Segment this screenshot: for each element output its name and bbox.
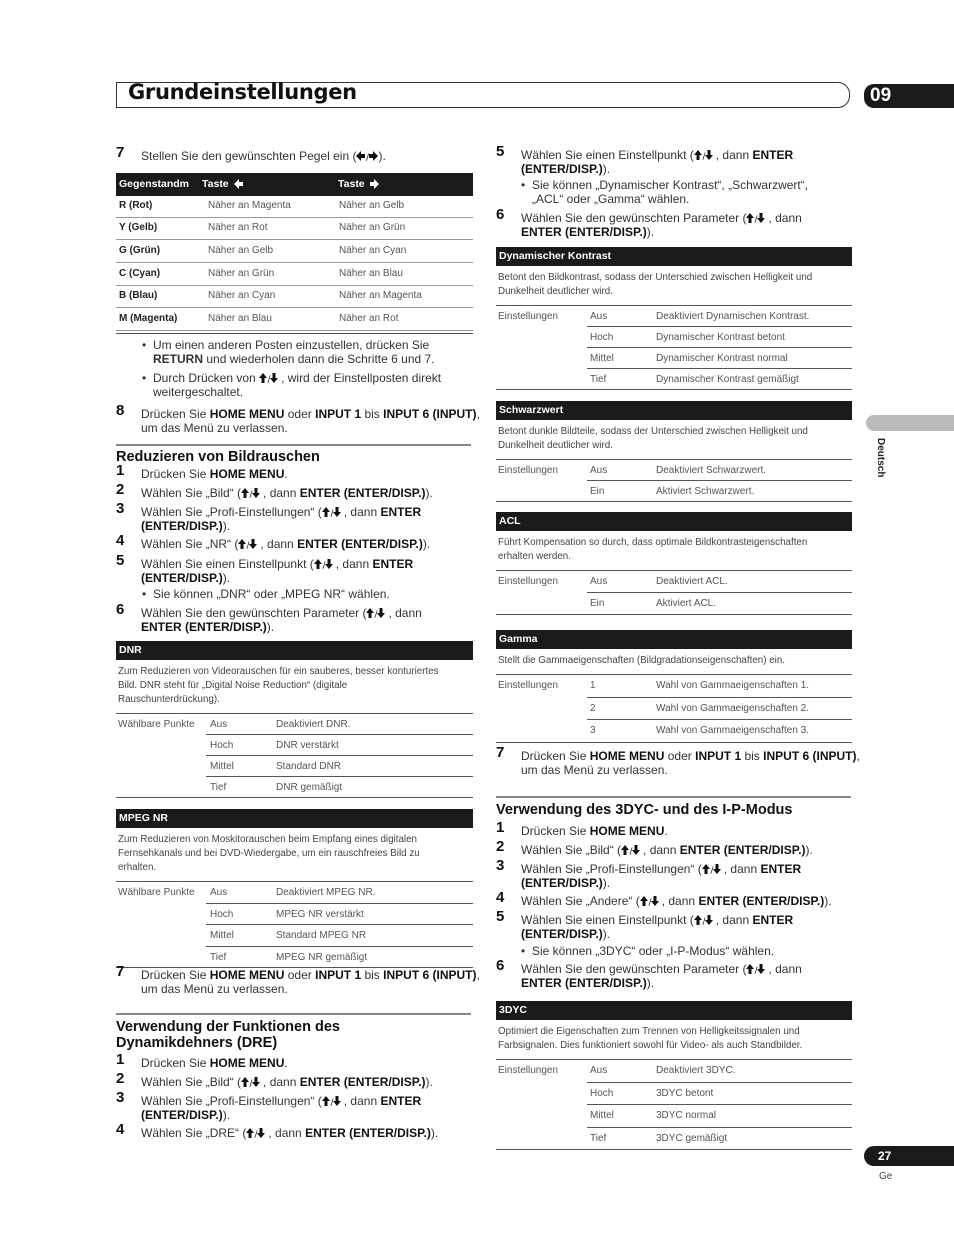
step-fragment: Drücken Sie [141,1056,207,1070]
up-down-arrow-icon [640,896,662,906]
step-fragment: HOME MENU [209,1056,285,1070]
step-fragment: , dann [343,505,378,519]
step-fragment: (ENTER/DISP.) [141,1108,223,1122]
row-divider [116,262,473,263]
up-down-arrow-icon [694,915,716,925]
option-name: Aus [210,887,228,898]
up-down-arrow-icon [702,864,724,874]
step-number: 3 [496,857,505,874]
up-down-arrow-icon [241,1077,263,1087]
table-description: Bild. DNR steht für „Digital Noise Reduction“ (digitale [118,680,348,691]
row-divider [496,742,852,743]
step-fragment: (ENTER/DISP.) [521,876,603,890]
color-left-value: Näher an Magenta [208,200,291,211]
row-divider [587,697,852,698]
option-description: Deaktiviert Dynamischen Kontrast. [656,311,810,322]
step-fragment: . [664,824,668,838]
row-divider [116,307,473,308]
option-description: DNR gemäßigt [276,782,343,793]
row-divider [496,1149,852,1150]
table-label: Wählbare Punkte [118,887,195,898]
option-description: Wahl von Gammaeigenschaften 1. [656,680,810,691]
step-fragment: . [284,1056,288,1070]
option-description: Wahl von Gammaeigenschaften 3. [656,725,810,736]
step-text [521,843,861,857]
option-name: Aus [590,311,608,322]
bullet-options: • Sie können „Dynamischer Kontrast“, „Schwarzwert“, „ACL“ oder „Gamma“ wählen. [532,178,852,206]
step-fragment: Wählen Sie einen Einstellpunkt ( [521,148,694,162]
step-number: 2 [496,838,505,855]
table-bottom-rule [116,333,473,334]
step-number: 4 [116,1121,125,1138]
table-label: Einstellungen [498,680,559,691]
left-arrow-icon [234,179,244,189]
step-number: 1 [496,819,505,836]
step-text [141,505,481,533]
step-fragment: ). [222,1108,231,1122]
step-fragment: ENTER [380,505,422,519]
step-text [141,1094,481,1122]
option-description: 3DYC normal [656,1110,717,1121]
table-title: 3DYC [499,1004,528,1016]
step-number: 6 [116,601,125,618]
step-fragment: , dann [661,894,696,908]
step-text [521,148,861,176]
option-description: Aktiviert ACL. [656,598,717,609]
step-fragment: ENTER (ENTER/DISP.) [679,843,806,857]
step-fragment: ENTER (ENTER/DISP.) [698,894,825,908]
color-name: G (Grün) [119,245,161,256]
option-name: Aus [590,576,608,587]
step-fragment: ENTER [752,148,794,162]
step-fragment: Wählen Sie „Profi-Einstellungen“ ( [521,862,702,876]
step-text [141,1075,481,1089]
table-title: Schwarzwert [499,404,564,416]
step-number: 3 [116,500,125,517]
step-fragment: Wählen Sie den gewünschten Parameter ( [521,962,747,976]
step-fragment: , dann [388,606,422,620]
option-description: Deaktiviert Schwarzwert. [656,465,767,476]
step-fragment: , dann [335,557,370,571]
option-description: Aktiviert Schwarzwert. [656,486,755,497]
color-right-value: Näher an Grün [339,222,406,233]
step-fragment: , dann [263,486,297,500]
up-down-arrow-icon [241,488,263,498]
step-text [521,211,861,239]
option-name: Tief [590,374,607,385]
row-divider [116,285,473,286]
color-name: M (Magenta) [119,313,178,324]
step-fragment: , dann [343,1094,378,1108]
option-description: Dynamischer Kontrast gemäßigt [656,374,799,385]
table-title: Dynamischer Kontrast [499,250,612,262]
up-down-arrow-icon [746,964,768,974]
step-fragment: Wählen Sie „Bild“ ( [141,486,242,500]
dk-table-header [496,247,852,266]
table-label: Einstellungen [498,576,559,587]
table-title: Gamma [499,633,538,645]
color-name: R (Rot) [119,200,153,211]
up-down-arrow-icon [746,213,768,223]
section-divider [116,444,471,446]
step-fragment: , dann [263,1075,297,1089]
option-name: 1 [590,680,596,691]
option-name: Hoch [590,1087,614,1099]
step-number: 1 [116,1051,125,1068]
step-number: 4 [116,532,125,549]
table-title: DNR [119,644,142,656]
step-fragment: ). [646,225,655,239]
step-fragment: ). [222,571,231,585]
table-rule [496,459,852,460]
option-description: Wahl von Gammaeigenschaften 2. [656,702,810,714]
step-number: 6 [496,957,505,974]
step-fragment: ). [646,976,655,990]
option-name: Mittel [590,1110,614,1121]
table-title: ACL [499,515,521,527]
option-description: MPEG NR verstärkt [276,908,364,920]
step-fragment: ENTER (ENTER/DISP.) [299,1075,426,1089]
option-description: Standard DNR [276,761,342,772]
row-divider [206,924,473,925]
row-divider [116,797,473,798]
color-left-value: Näher an Grün [208,268,275,279]
table-description: Zum Reduzieren von Moskitorauschen beim Empfang eines digitalen [118,834,417,845]
table-description: Betont dunkle Bildteile, sodass der Unterschied zwischen Helligkeit und [498,426,808,437]
step-number: 5 [116,552,125,569]
step-fragment: Wählen Sie „Profi-Einstellungen“ ( [141,1094,322,1108]
step-number: 6 [496,206,505,223]
step-fragment: Drücken Sie [141,467,207,481]
option-name: Ein [590,486,605,497]
step-fragment: (ENTER/DISP.) [141,519,223,533]
side-tab [866,415,954,431]
option-description: Deaktiviert MPEG NR. [276,887,376,898]
table-description: Optimiert die Eigenschaften zum Trennen von Helligkeitssignalen und [498,1026,800,1037]
option-name: Tief [210,951,227,963]
table-description: Farbsignalen. Dies funktioniert sowohl für Video- als auch Standbilder. [498,1040,803,1051]
table-description: erhalten. [118,862,157,873]
step-number: 4 [496,889,505,906]
up-down-arrow-icon [322,507,344,517]
step-fragment: Wählen Sie den gewünschten Parameter ( [521,211,747,225]
option-name: Ein [590,598,605,609]
table-rule [496,305,852,306]
table-rule [496,570,852,571]
color-name: C (Cyan) [119,268,161,279]
step-fragment: (ENTER/DISP.) [521,927,603,941]
step-text [141,606,481,634]
row-divider [587,592,852,593]
step-fragment: ). [805,843,813,857]
option-name: Mittel [210,761,234,772]
row-divider [587,719,852,720]
step-fragment: Wählen Sie den gewünschten Parameter ( [141,606,367,620]
step-fragment: Wählen Sie „Bild“ ( [141,1075,242,1089]
step-text [521,862,861,890]
step-fragment: ). [425,1075,433,1089]
step-text [521,962,861,990]
step-fragment: ). [602,876,611,890]
step-text [141,1126,481,1140]
bullet-3dyc: • Sie können „3DYC“ oder „I-P-Modus“ wählen. [532,944,852,958]
color-right-value: Näher an Magenta [339,290,422,301]
option-name: Aus [590,465,608,476]
option-name: Hoch [590,332,614,343]
color-right-value: Näher an Gelb [339,200,405,211]
row-divider [206,755,473,756]
row-divider [587,1104,852,1105]
option-name: Tief [210,782,227,793]
option-description: 3DYC betont [656,1087,714,1099]
step-fragment: Wählen Sie „Profi-Einstellungen“ ( [141,505,322,519]
step-fragment: ENTER [752,913,794,927]
option-name: 2 [590,702,596,714]
section-divider [496,796,851,798]
option-description: 3DYC gemäßigt [656,1132,728,1144]
color-right-value: Näher an Blau [339,268,403,279]
step-number: 5 [496,143,505,160]
yc-table-header [496,1001,852,1020]
table-rule [116,881,473,882]
chapter-badge: 09 [864,84,954,108]
row-divider [116,239,473,240]
row-divider [587,368,852,369]
table-label: Einstellungen [498,465,559,476]
table-description: Zum Reduzieren von Videorauschen für ein sauberes, besser konturiertes [118,666,439,677]
option-name: Hoch [210,740,234,751]
row-divider [587,480,852,481]
up-down-arrow-icon [314,559,336,569]
step-fragment: ENTER (ENTER/DISP.) [299,486,426,500]
step-fragment: Wählen Sie einen Einstellpunkt ( [141,557,314,571]
row-divider [116,217,473,218]
step-fragment: ENTER [380,1094,422,1108]
step-fragment: ). [602,162,611,176]
row-divider [587,347,852,348]
table-description: Stellt die Gammaeigenschaften (Bildgradationseigenschaften) ein. [498,655,785,666]
option-description: Deaktiviert 3DYC. [656,1065,736,1076]
option-name: Aus [590,1065,608,1076]
color-left-value: Näher an Cyan [208,290,276,301]
step-fragment: , dann [768,962,802,976]
table-description: Betont den Bildkontrast, sodass der Unterschied zwischen Helligkeit und [498,272,813,283]
step-fragment: , dann [643,843,677,857]
step-fragment: ). [425,486,433,500]
row-divider [496,614,852,615]
bullet-dnr-mpeg: • Sie können „DNR“ oder „MPEG NR“ wählen. [153,587,473,601]
option-description: Standard MPEG NR [276,930,367,941]
table-description: Dunkelheit deutlicher wird. [498,440,613,451]
step-text [141,1056,481,1070]
step-fragment: Drücken Sie [521,824,587,838]
step-text [141,537,481,551]
sw-table-header [496,401,852,420]
step-fragment: . [284,467,288,481]
step-fragment: , dann [715,148,750,162]
step-number: 2 [116,481,125,498]
color-left-value: Näher an Blau [208,313,272,324]
bullet-return: • Um einen anderen Posten einzustellen, drücken Sie RETURN und wiederholen dann die Schritte 6 und 7. [153,338,473,366]
row-divider [206,776,473,777]
step-fragment: Wählen Sie „Bild“ ( [521,843,622,857]
option-name: Tief [590,1132,607,1144]
step-fragment: ). [602,927,611,941]
option-name: Hoch [210,908,234,920]
up-down-arrow-icon [238,539,260,549]
step-fragment: , dann [723,862,758,876]
step-number: 5 [496,908,505,925]
step-text [521,913,861,941]
option-description: Deaktiviert ACL. [656,576,728,587]
step-fragment: ENTER (ENTER/DISP.) [297,537,423,551]
section-heading-noise: Reduzieren von Bildrauschen [116,449,320,465]
step-fragment: ). [222,519,231,533]
row-divider [206,903,473,904]
option-description: Deaktiviert DNR. [276,719,351,730]
step-fragment: ENTER (ENTER/DISP.) [521,225,647,239]
up-down-arrow-icon [322,1096,344,1106]
step-fragment: (ENTER/DISP.) [141,571,223,585]
option-description: DNR verstärkt [276,740,339,751]
acl-table-header [496,512,852,531]
section-heading-dre: Verwendung der Funktionen des Dynamikdehners (DRE) [116,1019,340,1051]
row-divider [587,1127,852,1128]
step-fragment: Wählen Sie „Andere“ ( [521,894,640,908]
table-label: Wählbare Punkte [118,719,195,730]
color-right-value: Näher an Cyan [339,245,407,256]
step-text [521,824,861,838]
step-number: 2 [116,1070,125,1087]
gamma-table-header [496,630,852,649]
row-divider [587,326,852,327]
step-fragment: ). [430,1126,439,1140]
step-fragment: ENTER (ENTER/DISP.) [305,1126,431,1140]
dnr-table-header [116,641,473,660]
table-rule [496,1059,852,1060]
up-down-arrow-icon [366,608,388,618]
step-text [521,894,861,908]
table-title: MPEG NR [119,812,169,824]
step-fragment: Wählen Sie „DRE“ ( [141,1126,247,1140]
option-name: Mittel [590,353,614,364]
step-fragment: ENTER [372,557,414,571]
step-fragment: , dann [715,913,750,927]
table-description: Rauschunterdrückung). [118,694,220,705]
table-description: Dunkelheit deutlicher wird. [498,286,613,297]
step-fragment: HOME MENU [589,824,665,838]
step-fragment: Wählen Sie einen Einstellpunkt ( [521,913,694,927]
language-code: Ge [879,1171,893,1182]
step-fragment: ENTER (ENTER/DISP.) [521,976,647,990]
row-divider [116,330,473,331]
left-right-arrow-icon [356,151,378,161]
color-left-value: Näher an Rot [208,222,268,233]
bullet-direct: • Durch Drücken von , wird der Einstellposten direkt weitergeschaltet. [153,371,473,399]
table-rule [116,713,473,714]
step-fragment: ). [824,894,832,908]
option-name: 3 [590,725,596,736]
row-divider [587,1082,852,1083]
color-left-value: Näher an Gelb [208,245,274,256]
step-number: 1 [116,462,125,479]
row-divider [206,734,473,735]
row-divider [206,946,473,947]
up-down-arrow-icon [621,845,643,855]
option-name: Mittel [210,930,234,941]
up-down-arrow-icon [246,1128,268,1138]
step-text [141,467,481,481]
step-number: 3 [116,1089,125,1106]
table-description: erhalten werden. [498,551,571,562]
step-text [141,557,481,585]
color-name: Y (Gelb) [119,222,158,233]
page-title: Grundeinstellungen [128,80,357,104]
up-down-arrow-icon [259,373,281,383]
step-fragment: ENTER [760,862,802,876]
option-description: Dynamischer Kontrast normal [656,353,788,364]
right-arrow-icon [370,179,380,189]
step-fragment: , dann [268,1126,302,1140]
step-fragment: ). [266,620,275,634]
option-description: Dynamischer Kontrast betont [656,332,785,343]
side-label: Deutsch [875,438,886,478]
table-rule [496,674,852,675]
step-fragment: , dann [260,537,294,551]
step-fragment: (ENTER/DISP.) [521,162,603,176]
color-table-header: Gegenstandm Taste Taste [116,173,473,196]
color-name: B (Blau) [119,290,158,301]
step-fragment: ). [422,537,431,551]
option-name: Aus [210,719,228,730]
step-fragment: ENTER (ENTER/DISP.) [141,620,267,634]
table-label: Einstellungen [498,1065,559,1076]
step-text [141,486,481,500]
table-description: Fernsehkanals und bei DVD-Wiedergabe, um ein rauschfreies Bild zu [118,848,420,859]
page-number: 27 [864,1146,954,1166]
step-fragment: , dann [768,211,802,225]
table-description: Führt Kompensation so durch, dass optimale Bildkontrasteigenschaften [498,537,808,548]
mpeg-table-header [116,809,473,828]
option-description: MPEG NR gemäßigt [276,951,368,963]
color-right-value: Näher an Rot [339,313,399,324]
step-fragment: Wählen Sie „NR“ ( [141,537,239,551]
row-divider [496,501,852,502]
up-down-arrow-icon [694,150,716,160]
section-heading-3dyc: Verwendung des 3DYC- und des I-P-Modus [496,802,793,818]
section-divider [116,1013,471,1015]
step-fragment: HOME MENU [209,467,285,481]
row-divider [496,389,852,390]
table-label: Einstellungen [498,311,559,322]
